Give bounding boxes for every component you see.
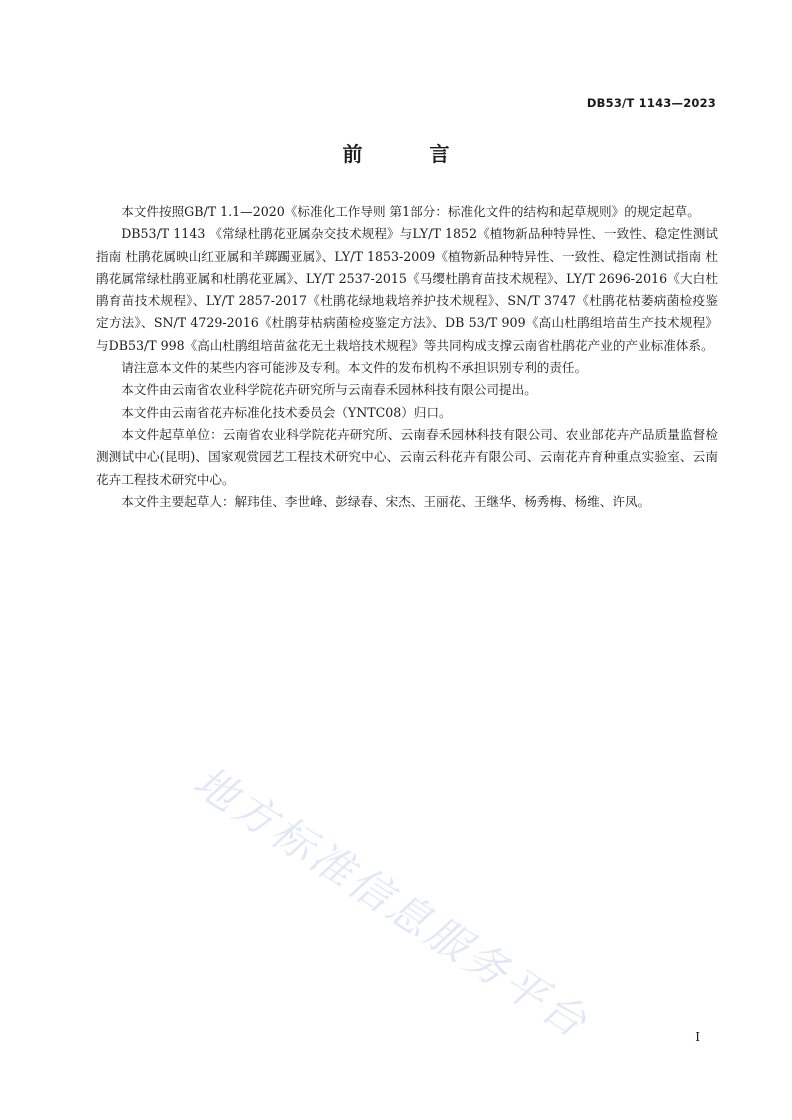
page-title: 前 言: [342, 142, 480, 166]
paragraph-drafters: 本文件主要起草人：解玮佳、李世峰、彭绿春、宋杰、王丽花、王继华、杨秀梅、杨维、许凤。: [121, 493, 651, 509]
paragraph-drafting-units: 本文件起草单位：云南省农业科学院花卉研究所、云南春禾园林科技有限公司、农业部花卉产品质量监督检测测试中心(昆明)、国家观赏园艺工程技术研究中心、云南云科花卉有限公司、云南花卉育种重点实验室、云南花卉工程技术研究中心。: [96, 426, 718, 487]
foreword-body: [96, 201, 718, 513]
paragraph-proposer: 本文件由云南省农业科学院花卉研究所与云南春禾园林科技有限公司提出。: [121, 382, 537, 398]
paragraph-related-standards: DB53/T 1143 《常绿杜鹃花亚属杂交技术规程》与LY/T 1852《植物新品种特异性、一致性、稳定性测试指南 杜鹃花属映山红亚属和羊踯躅亚属》、LY/T 1853-2009《植物新品种特异性、一致性、稳定性测试指南 杜鹃花属常绿杜鹃亚属和杜鹃花亚属》、LY/T 2537-2015《马缨杜鹃育苗技术规程》、LY/T 2696-2016《大白杜鹃育苗技术规程》、LY/T 2857-2017《杜鹃花绿地栽培养护技术规程》、SN/T 3747《杜鹃花枯萎病菌检疫鉴定方法》、SN/T 4729-2016《杜鹃芽枯病菌检疫鉴定方法》、DB 53/T 909《高山杜鹃组培苗生产技术规程》与DB53/T 998《高山杜鹃组培苗盆花无土栽培技术规程》等共同构成支撑云南省杜鹃花产业的产业标准体系。: [96, 226, 718, 353]
document-code: DB53/T 1143—2023: [586, 96, 716, 110]
watermark: 地方标准信息服务平台: [185, 756, 598, 1049]
paragraph-committee: 本文件由云南省花卉标准化技术委员会（YNTC08）归口。: [121, 404, 452, 420]
paragraph-drafting-rules: 本文件按照GB/T 1.1—2020《标准化工作导则 第1部分：标准化文件的结构和起草规则》的规定起草。: [121, 204, 700, 219]
page-number: I: [695, 1030, 700, 1044]
paragraph-patent-notice: 请注意本文件的某些内容可能涉及专利。本文件的发布机构不承担识别专利的责任。: [121, 360, 588, 376]
